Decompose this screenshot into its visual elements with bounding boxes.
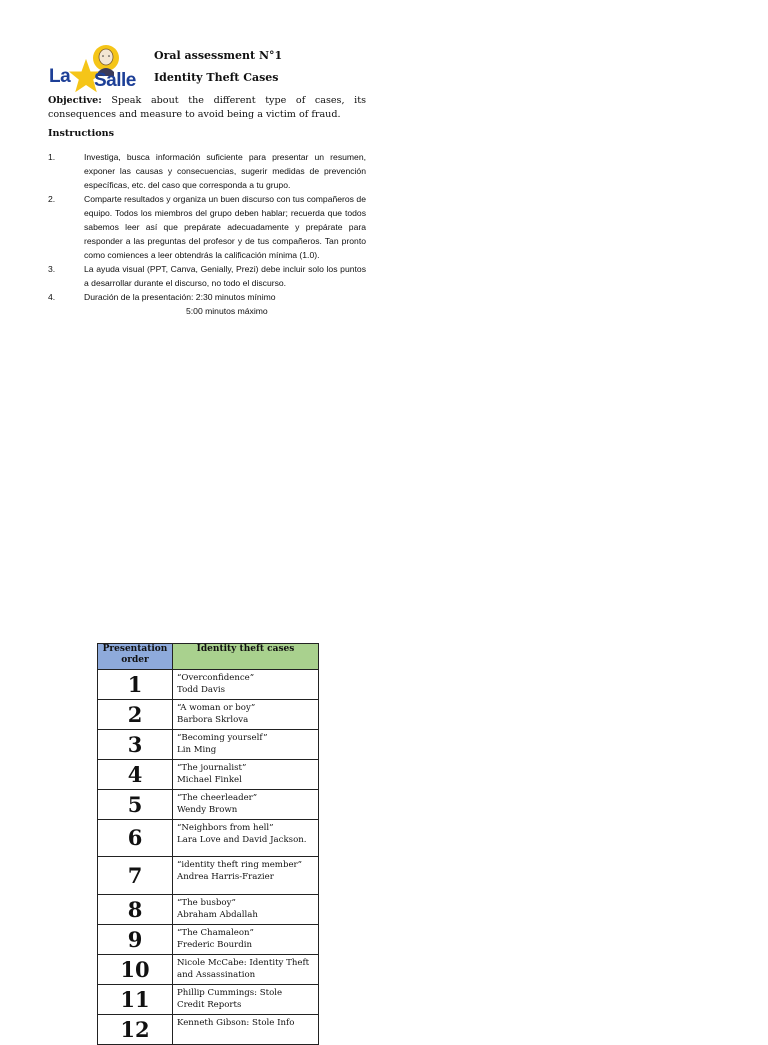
case-name: Lara Love and David Jackson. <box>177 834 307 845</box>
case-title: Phillip Cummings: Stole <box>177 988 283 998</box>
case-title: “The busboy” <box>177 898 236 908</box>
header-identity-theft-cases: Identity theft cases <box>173 644 319 670</box>
header-presentation-order: Presentation order <box>98 644 173 670</box>
table-header-row <box>98 644 319 670</box>
order-number: 8 <box>98 895 173 925</box>
case-name: Lin Ming <box>177 744 217 755</box>
case-cell <box>173 1015 319 1045</box>
case-title: “Neighbors from hell” <box>177 823 274 833</box>
case-name: and Assassination <box>177 969 256 980</box>
list-item <box>48 262 366 290</box>
logo-text-la: La <box>49 66 71 87</box>
table-row <box>98 700 319 730</box>
list-number: 4. <box>48 292 56 302</box>
case-title: “Becoming yourself” <box>177 733 268 743</box>
table-row <box>98 955 319 985</box>
case-title: Nicole McCabe: Identity Theft <box>177 958 310 968</box>
table-row <box>98 760 319 790</box>
case-title: “The Chamaleon” <box>177 928 254 938</box>
case-title: “A woman or boy” <box>177 703 256 713</box>
case-name: Barbora Skrlova <box>177 714 249 725</box>
order-number: 6 <box>98 820 173 857</box>
table-row <box>98 895 319 925</box>
case-title: “identity theft ring member” <box>177 860 303 870</box>
objective-text: Speak about the different type of cases, its consequences and measure to avoid being a victim of fraud. <box>48 95 366 120</box>
document-subtitle: Identity Theft Cases <box>154 71 279 84</box>
case-cell <box>173 760 319 790</box>
case-cell <box>173 790 319 820</box>
case-title: “The cheerleader” <box>177 793 258 803</box>
case-cell <box>173 955 319 985</box>
order-number: 9 <box>98 925 173 955</box>
duration-max-line: 5:00 minutos máximo <box>186 306 268 316</box>
case-cell <box>173 700 319 730</box>
list-text: Investiga, busca información suficiente para presentar un resumen, exponer las causas y consecuencias, sugerir medidas de prevención específicas, etc. del caso que corresponda a tu grupo. <box>84 152 366 190</box>
case-name: Michael Finkel <box>177 774 242 785</box>
list-item <box>48 290 366 304</box>
case-name: Frederic Bourdin <box>177 939 253 950</box>
case-cell <box>173 670 319 700</box>
case-cell <box>173 985 319 1015</box>
order-number: 1 <box>98 670 173 700</box>
case-name: Credit Reports <box>177 999 242 1010</box>
list-text: Comparte resultados y organiza un buen discurso con tus compañeros de equipo. Todos los miembros del grupo deben hablar; recuerda que todos sabemos leer así que prepárate adecuadamente y prepárate para responder a las preguntas del profesor y de tus compañeros. Tan pronto como comiences a leer obtendrás la calificación mínima (1.0). <box>84 194 366 260</box>
list-item <box>48 150 366 192</box>
logo-text-salle: Salle <box>94 70 136 91</box>
objective-label: Objective: <box>48 95 102 106</box>
table-row <box>98 670 319 700</box>
list-number: 2. <box>48 194 56 204</box>
list-number: 1. <box>48 152 56 162</box>
cases-table <box>97 643 319 1045</box>
case-name: Todd Davis <box>177 684 225 695</box>
objective-paragraph <box>48 94 366 122</box>
order-number: 10 <box>98 955 173 985</box>
list-item <box>48 192 366 262</box>
case-name: Wendy Brown <box>177 804 238 815</box>
order-number: 5 <box>98 790 173 820</box>
instructions-heading: Instructions <box>48 128 115 139</box>
list-text: La ayuda visual (PPT, Canva, Genially, Prezi) debe incluir solo los puntos a desarrollar durante el discurso, no todo el discurso. <box>84 264 366 288</box>
table-row <box>98 925 319 955</box>
table-row <box>98 790 319 820</box>
case-cell <box>173 925 319 955</box>
table-row <box>98 820 319 857</box>
instructions-list <box>48 150 366 318</box>
case-title: “Overconfidence” <box>177 673 255 683</box>
case-cell <box>173 895 319 925</box>
case-name: Abraham Abdallah <box>177 909 258 920</box>
case-title: “The journalist” <box>177 763 247 773</box>
case-name: Andrea Harris-Frazier <box>177 871 274 882</box>
list-text: Duración de la presentación: 2:30 minutos mínimo <box>84 292 276 302</box>
table-row <box>98 857 319 895</box>
case-cell <box>173 730 319 760</box>
list-number: 3. <box>48 264 56 274</box>
table-row <box>98 1015 319 1045</box>
table-row <box>98 730 319 760</box>
case-cell <box>173 857 319 895</box>
case-cell <box>173 820 319 857</box>
order-number: 7 <box>98 857 173 895</box>
order-number: 2 <box>98 700 173 730</box>
order-number: 12 <box>98 1015 173 1045</box>
document-title: Oral assessment N°1 <box>154 49 283 62</box>
order-number: 11 <box>98 985 173 1015</box>
order-number: 4 <box>98 760 173 790</box>
table-row <box>98 985 319 1015</box>
case-title: Kenneth Gibson: Stole Info <box>177 1018 295 1028</box>
order-number: 3 <box>98 730 173 760</box>
la-salle-logo <box>48 44 140 96</box>
